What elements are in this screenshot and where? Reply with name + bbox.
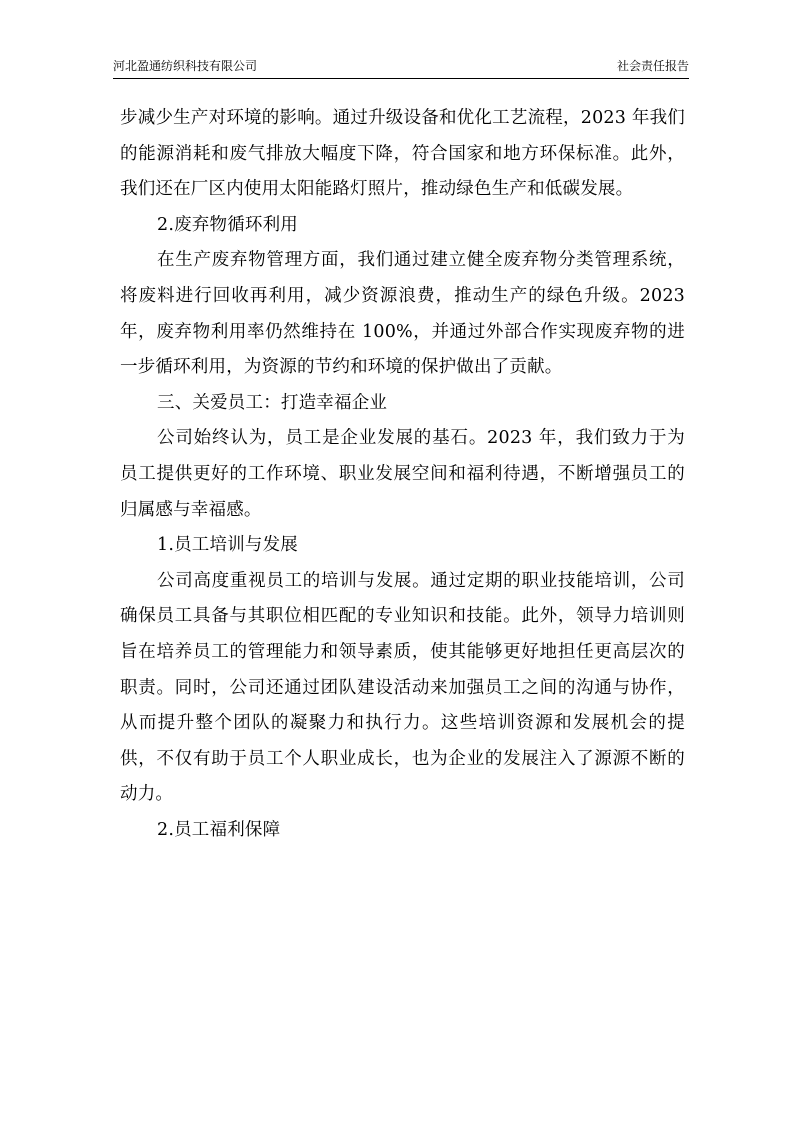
header-company-name: 河北盈通纺织科技有限公司: [113, 59, 258, 73]
subheading-waste-recycling: 2.废弃物循环利用: [157, 214, 298, 235]
subheading-welfare: 2.员工福利保障: [157, 819, 281, 840]
subheading-training: 1.员工培训与发展: [157, 535, 298, 556]
page-header: [113, 55, 689, 77]
paragraph-waste-management: 在生产废弃物管理方面，我们通过建立健全废弃物分类管理系统，将废料进行回收再利用，减少资源浪费，推动生产的绿色升级。2023 年，废弃物利用率仍然维持在 100%，并通过外部合作实现废弃物的进一步循环利用，为资源的节约和环境的保护做出了贡献。: [120, 250, 685, 378]
paragraph-employee-intro: 公司始终认为，员工是企业发展的基石。2023 年，我们致力于为员工提供更好的工作环境、职业发展空间和福利待遇，不断增强员工的归属感与幸福感。: [120, 428, 685, 520]
paragraph-continued: 步减少生产对环境的影响。通过升级设备和优化工艺流程，2023 年我们的能源消耗和废气排放大幅度下降，符合国家和地方环保标准。此外，我们还在厂区内使用太阳能路灯照片，推动绿色生产和低碳发展。: [120, 108, 685, 200]
paragraph-training: 公司高度重视员工的培训与发展。通过定期的职业技能培训，公司确保员工具备与其职位相匹配的专业知识和技能。此外，领导力培训则旨在培养员工的管理能力和领导素质，使其能够更好地担任更高层次的职责。同时，公司还通过团队建设活动来加强员工之间的沟通与协作，从而提升整个团队的凝聚力和执行力。这些培训资源和发展机会的提供，不仅有助于员工个人职业成长，也为企业的发展注入了源源不断的动力。: [120, 570, 685, 805]
header-report-title: 社会责任报告: [616, 59, 689, 73]
header-divider: [113, 78, 689, 79]
body-text: [120, 101, 685, 848]
section-heading-employee-care: 三、关爱员工：打造幸福企业: [157, 392, 388, 413]
